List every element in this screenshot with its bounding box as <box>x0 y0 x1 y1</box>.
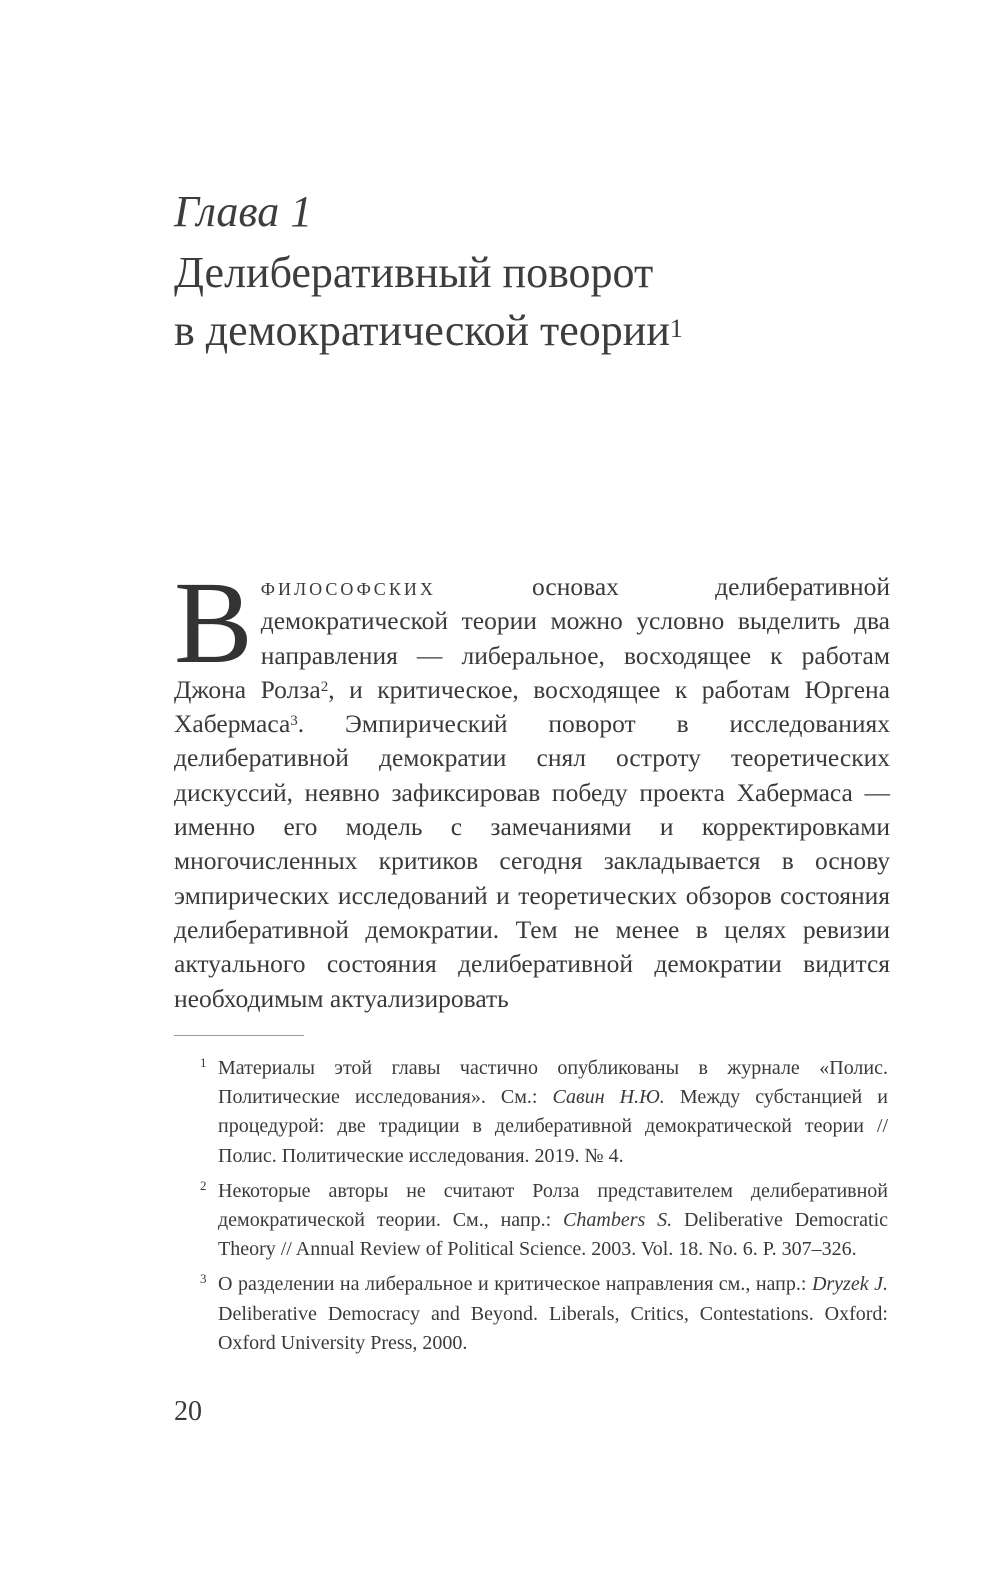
page-number: 20 <box>174 1396 202 1427</box>
chapter-title <box>174 244 894 360</box>
chapter-title-line-2 <box>174 302 894 360</box>
footnote-number: 3 <box>200 1271 207 1287</box>
footnote-1 <box>200 1054 889 1171</box>
footnote-ref-3: 3 <box>290 713 298 730</box>
chapter-title-footnote-ref: 1 <box>669 314 683 343</box>
lead-word: философских <box>260 572 436 601</box>
footnote-text: Deliberative Democratic Theory // Annual Review of Political Science. 2003. Vol. 18. No. 6. P. 307–326. <box>218 1209 889 1261</box>
footnote-text: О разделении на либеральное и критическое направления см., напр.: <box>218 1273 812 1296</box>
footnote-3 <box>200 1270 888 1358</box>
footnote-number: 2 <box>200 1177 207 1193</box>
footnote-text: Deliberative Democracy and Beyond. Liberals, Critics, Contestations. Oxford: Oxford University Press, 2000. <box>218 1302 888 1354</box>
footnote-divider <box>174 1035 304 1036</box>
body-text-part-1: основах делиберативной демократической теории можно условно выделить два направления — либеральное, восходящее к работам Джона Ролза <box>174 572 890 704</box>
chapter-title-line-2-text: в демократической теории <box>174 306 670 355</box>
drop-cap: В <box>174 557 253 688</box>
footnote-number: 1 <box>200 1055 207 1070</box>
footnote-text: Материалы этой главы частично опубликованы в журнале «Полис. Политические исследования». См.: <box>218 1057 888 1109</box>
footnotes <box>200 1054 889 1364</box>
body-text-part-2: , и критическое, восходящее к работам Юргена Хабермаса <box>174 674 891 739</box>
body-text-part-3: . Эмпирический поворот в исследованиях делиберативной демократии снял остроту теоретических дискуссий, неявно зафиксировав победу проекта Хабермаса — именно его модель с замечаниями и корректировками многочисленных критиков сегодня закладывается в основу эмпирических исследований и теоретических обзоров состояния делиберативной демократии. Тем не менее в целях ревизии актуального состояния делиберативной демократии видится необходимым актуализировать <box>174 709 890 1013</box>
body-paragraph <box>174 557 891 1016</box>
footnote-text: Между субстанцией и процедурой: две традиции в делиберативной демократической теории // Полис. Политические исследования. 2019. № 4. <box>218 1086 889 1167</box>
footnote-author: Савин Н.Ю. <box>552 1086 665 1109</box>
footnote-author: Chambers S. <box>563 1209 673 1232</box>
footnote-2 <box>200 1177 889 1265</box>
footnote-text: Некоторые авторы не считают Ролза представителем делиберативной демократической теории. См., напр.: <box>218 1179 888 1232</box>
chapter-label: Глава 1 <box>174 187 313 236</box>
footnote-ref-2: 2 <box>320 678 329 695</box>
footnote-author: Dryzek J. <box>811 1273 888 1296</box>
chapter-title-line-1: Делиберативный поворот <box>174 248 654 297</box>
